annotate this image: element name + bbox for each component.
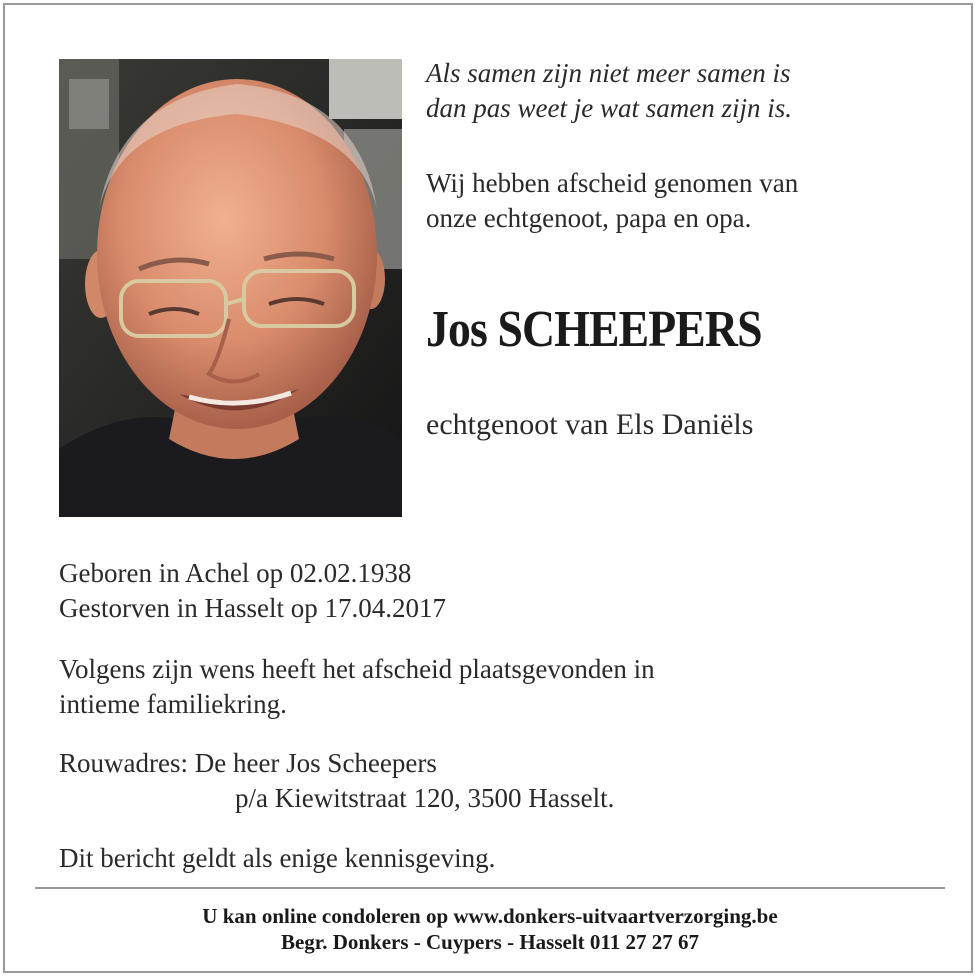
quote-line-2: dan pas weet je wat samen zijn is. — [426, 93, 792, 123]
notice-line: Dit bericht geldt als enige kennisgeving. — [59, 843, 496, 873]
deceased-name: Jos SCHEEPERS — [426, 301, 762, 358]
address-line-1: Rouwadres: De heer Jos Scheepers — [59, 748, 437, 778]
wish-block — [59, 652, 655, 722]
portrait-photo — [59, 59, 402, 517]
death-line: Gestorven in Hasselt op 17.04.2017 — [59, 593, 446, 623]
dates-block — [59, 556, 446, 626]
farewell-text — [426, 166, 798, 236]
footer-funeral-home-line: Begr. Donkers - Cuypers - Hasselt 011 27 27 67 — [280, 930, 700, 954]
birth-line: Geboren in Achel op 02.02.1938 — [59, 558, 412, 588]
footer-condolence-line: U kan online condoleren op www.donkers-uitvaartverzorging.be — [202, 904, 778, 928]
quote-line-1: Als samen zijn niet meer samen is — [426, 58, 791, 88]
address-line-2: p/a Kiewitstraat 120, 3500 Hasselt. — [235, 783, 615, 813]
spouse-line: echtgenoot van Els Daniëls — [426, 408, 754, 441]
address-block — [59, 746, 614, 816]
farewell-line-2: onze echtgenoot, papa en opa. — [426, 203, 752, 233]
farewell-line-1: Wij hebben afscheid genomen van — [426, 168, 799, 198]
wish-line-1: Volgens zijn wens heeft het afscheid plaatsgevonden in — [59, 654, 655, 684]
memorial-quote — [426, 56, 792, 126]
wish-line-2: intieme familiekring. — [59, 689, 287, 719]
footer-divider — [35, 887, 945, 889]
